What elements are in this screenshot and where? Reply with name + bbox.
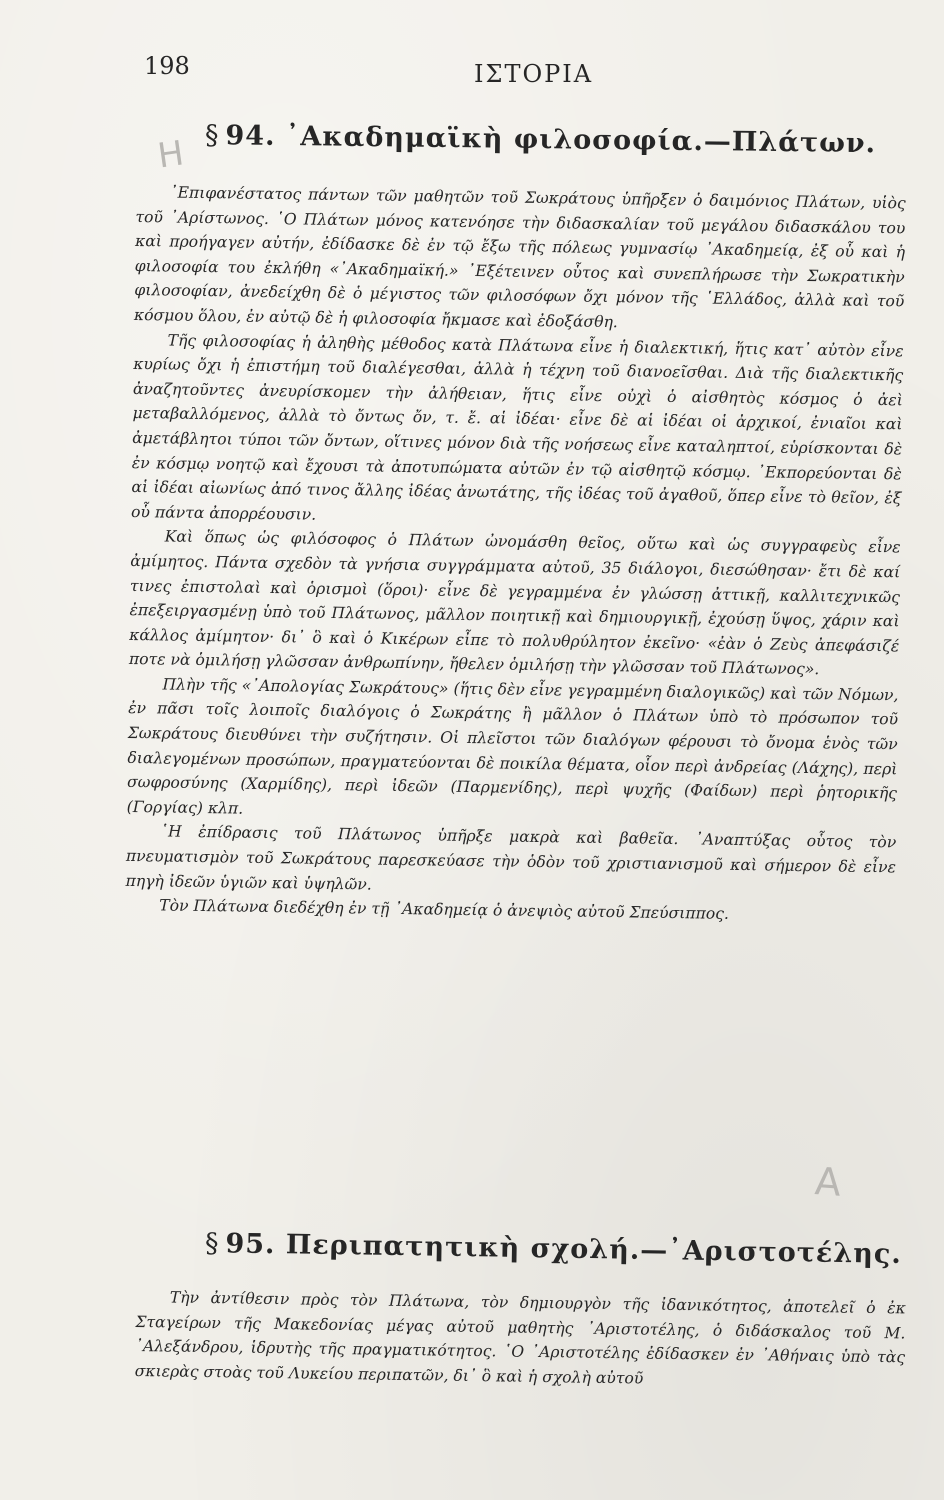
paragraph: Τὴν ἀντίθεσιν πρὸς τὸν Πλάτωνα, τὸν δημιουργὸν τῆς ἰδανικότητος, ἀποτελεῖ ὁ ἐκ Σταγείρων τῆς Μακεδονίας μέγας αὐτοῦ μαθητὴς ᾿Αριστοτέλης, ὁ διδάσκαλος τοῦ Μ. ᾿Αλεξάνδρου, ἱδρυτὴς τῆς πραγματικότητος. ῾Ο ᾿Αριστοτέλης ἐδίδασκεν ἐν ᾿Αθήναις ὑπὸ τὰς σκιερὰς στοὰς τοῦ Λυκείου περιπατῶν, δι᾿ ὃ καὶ ἡ σχολὴ αὐτοῦ <box>134 1288 906 1388</box>
pencil-margin-mark: A <box>813 1159 843 1205</box>
section-94-title: 94. ᾿Ακαδημαϊκὴ φιλοσοφία.—Πλάτων. <box>225 120 877 160</box>
paragraph: ῾Η ἐπίδρασις τοῦ Πλάτωνος ὑπῆρξε μακρὰ καὶ βαθεῖα. ᾿Αναπτύξας οὗτος τὸν πνευματισμὸν τοῦ Σωκράτους παρεσκεύασε τὴν ὁδὸν τοῦ χριστιανισμοῦ καὶ σήμερον δὲ εἶνε πηγὴ ἰδεῶν ὑγιῶν καὶ ὑψηλῶν. <box>125 822 897 894</box>
section-sign: § <box>204 120 220 152</box>
page-header <box>144 52 894 92</box>
section-sign: § <box>204 1228 220 1260</box>
section-95-body <box>135 1285 906 1395</box>
section-95-heading <box>205 1228 902 1270</box>
paragraph: Τῆς φιλοσοφίας ἡ ἀληθὴς μέθοδος κατὰ Πλάτωνα εἶνε ἡ διαλεκτική, ἥτις κατ᾿ αὐτὸν εἶνε κυρίως ὄχι ἡ ἐπιστήμη τοῦ διαλέγεσθαι, ἀλλὰ ἡ τέχνη τοῦ διανοεῖσθαι. Διὰ τῆς διαλεκτικῆς ἀναζητοῦντες ἀνευρίσκομεν τὴν ἀλήθειαν, ἥτις εἶνε οὐχὶ ὁ αἰσθητὸς κόσμος ὁ ἀεὶ μεταβαλλόμενος, ἀλλὰ τὸ ὄντως ὄν, τ. ἔ. αἱ ἰδέαι· εἶνε δὲ αἱ ἰδέαι οἱ ἀρχικοί, ἐνιαῖοι καὶ ἀμετάβλητοι τύποι τῶν ὄντων, οἵτινες μόνον διὰ τῆς νοήσεως εἶνε καταληπτοί, εὑρίσκονται δὲ ἐν κόσμῳ νοητῷ καὶ ἔχουσι τὰ ἀποτυπώματα αὐτῶν ἐν τῷ αἰσθητῷ κόσμῳ. ᾿Εκπορεύονται δὲ αἱ ἰδέαι αἰωνίως ἀπό τινος ἄλλης ἰδέας ἀνωτάτης, τῆς ἰδέας τοῦ ἀγαθοῦ, ὅπερ εἶνε τὸ θεῖον, ἐξ οὗ πάντα ἀπορρέουσιν. <box>130 331 904 524</box>
section-94-body <box>125 180 906 929</box>
page-number: 198 <box>144 52 190 80</box>
paragraph: Πλὴν τῆς «᾿Απολογίας Σωκράτους» (ἥτις δὲν εἶνε γεγραμμένη διαλογικῶς) καὶ τῶν Νόμων, ἐν πᾶσι τοῖς λοιποῖς διαλόγοις ὁ Σωκράτης ἢ μᾶλλον ὁ Πλάτων ὑπὸ τὸ πρόσωπον τοῦ Σωκράτους διευθύνει τὴν συζήτησιν. Οἱ πλεῖστοι τῶν διαλόγων φέρουσι τὸ ὄνομα ἑνὸς τῶν διαλεγομένων προσώπων, πραγματεύονται δὲ ποικίλα θέματα, οἷον περὶ ἀνδρείας (Λάχης), περὶ σωφροσύνης (Χαρμίδης), περὶ ἰδεῶν (Παρμενίδης), περὶ ψυχῆς (Φαίδων) περὶ ῥητορικῆς (Γοργίας) κλπ. <box>126 675 899 818</box>
pencil-margin-mark: H <box>155 133 187 177</box>
paragraph: Τὸν Πλάτωνα διεδέχθη ἐν τῇ ᾿Ακαδημείᾳ ὁ ἀνεψιὸς αὐτοῦ Σπεύσιππος. <box>159 896 730 924</box>
section-95-title: 95. Περιπατητικὴ σχολή.—᾿Αριστοτέλης. <box>225 1228 902 1270</box>
section-94-heading <box>205 120 876 159</box>
paragraph: Καὶ ὅπως ὡς φιλόσοφος ὁ Πλάτων ὠνομάσθη θεῖος, οὕτω καὶ ὡς συγγραφεὺς εἶνε ἀμίμητος. Πάντα σχεδὸν τὰ γνήσια συγγράμματα αὐτοῦ, 35 διάλογοι, διεσώθησαν· ἔτι δὲ καί τινες ἐπιστολαὶ καὶ ὁρισμοὶ (ὅροι)· εἶνε δὲ γεγραμμένα ἐν γλώσσῃ ἀττικῇ, καλλιτεχνικῶς ἐπεξειργασμένῃ ὑπὸ τοῦ Πλάτωνος, μᾶλλον ποιητικῇ καὶ δημιουργικῇ, ἐχούσῃ ὕψος, χάριν καὶ κάλλος ἀμίμητον· δι᾿ ὃ καὶ ὁ Κικέρων εἶπε τὸ πολυθρύλητον ἐκεῖνο· «ἐὰν ὁ Ζεὺς ἀπεφάσιζέ ποτε νὰ ὁμιλήσῃ γλῶσσαν ἀνθρωπίνην, ἤθελεν ὁμιλήσῃ τὴν γλῶσσαν τοῦ Πλάτωνος». <box>128 527 901 679</box>
paragraph: ᾿Επιφανέστατος πάντων τῶν μαθητῶν τοῦ Σωκράτους ὑπῆρξεν ὁ δαιμόνιος Πλάτων, υἱὸς τοῦ ᾿Αρίστωνος. ῾Ο Πλάτων μόνος κατενόησε τὴν διδασκαλίαν τοῦ μεγάλου διδασκάλου του καὶ προήγαγεν αὐτήν, ἐδίδασκε δὲ ἐν τῷ ἔξω τῆς πόλεως γυμνασίῳ ᾿Ακαδημείᾳ, ἐξ οὗ καὶ ἡ φιλοσοφία του ἐκλήθη «᾿Ακαδημαϊκή.» ᾿Εξέτεινεν οὗτος καὶ συνεπλήρωσε τὴν Σωκρατικὴν φιλοσοφίαν, ἀνεδείχθη δὲ ὁ μέγιστος τῶν φιλοσόφων ὄχι μόνον τῆς ῾Ελλάδος, ἀλλὰ καὶ τοῦ κόσμου ὅλου, ἐν αὐτῷ δὲ ἡ φιλοσοφία ἤκμασε καὶ ἐδοξάσθη. <box>133 183 906 332</box>
running-title: ΙΣΤΟΡΙΑ <box>474 60 594 88</box>
